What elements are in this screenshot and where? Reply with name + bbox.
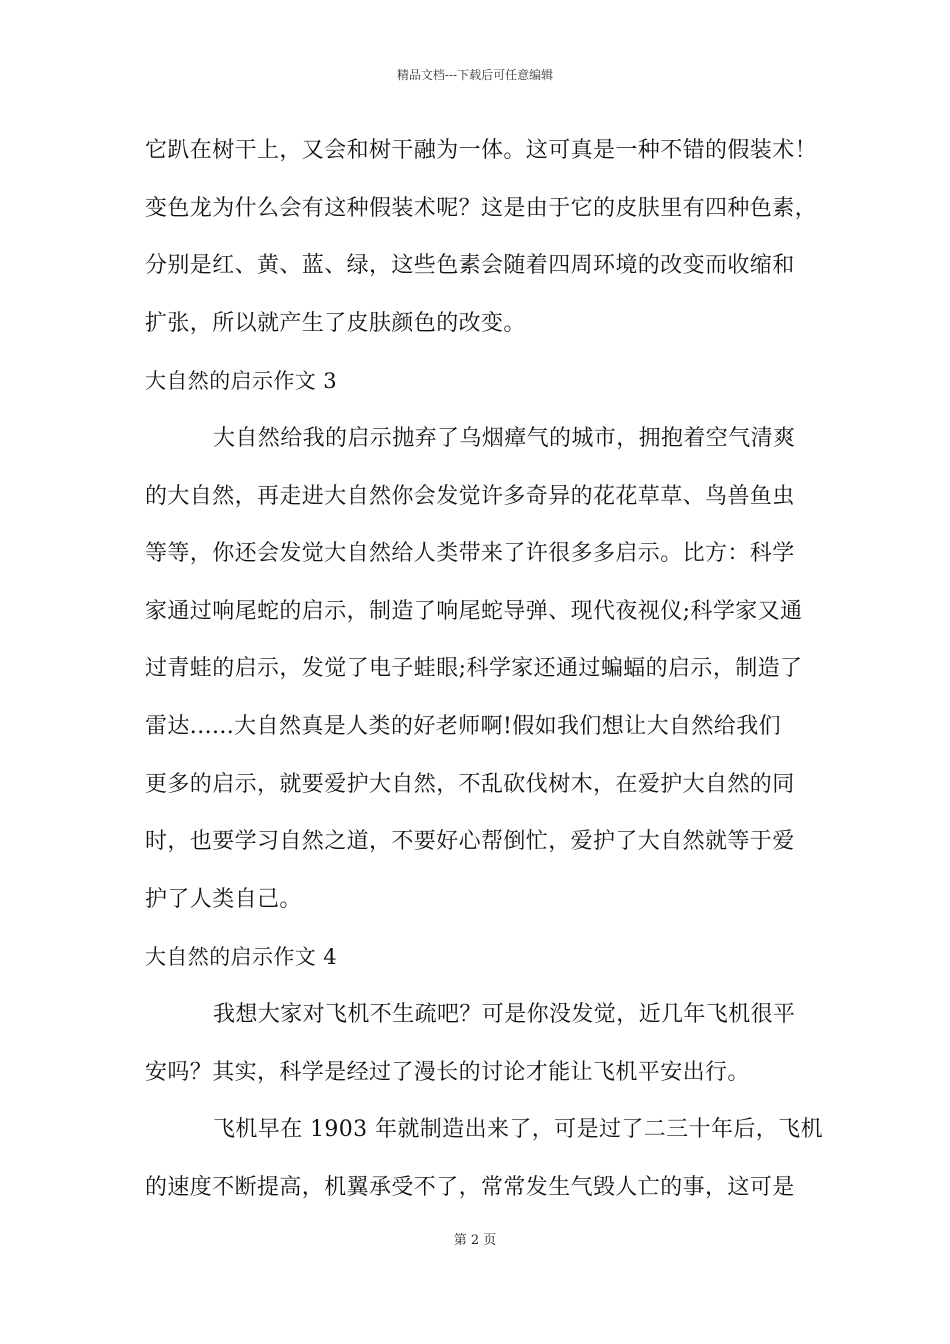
text-line: 大自然给我的启示抛弃了乌烟瘴气的城市，拥抱着空气清爽 [213,425,796,451]
text-line: 安吗？其实，科学是经过了漫长的讨论才能让飞机平安出行。 [145,1059,750,1085]
text-line: 雷达......大自然真是人类的好老师啊!假如我们想让大自然给我们 [145,713,782,739]
text-line: 我想大家对飞机不生疏吧？可是你没发觉，近几年飞机很平 [213,1001,796,1027]
page-header: 精品文档---下载后可任意编辑 [396,68,554,82]
text-line: 变色龙为什么会有这种假装术呢？这是由于它的皮肤里有四种色素， [145,195,818,221]
text-line: 等等，你还会发觉大自然给人类带来了许很多多启示。比方：科学 [145,541,795,567]
text-line: 护了人类自己。 [145,886,302,912]
document-body [145,128,823,1222]
text-line: 它趴在树干上，又会和树干融为一体。这可真是一种不错的假装术！ [145,138,818,163]
text-line: 家通过响尾蛇的启示，制造了响尾蛇导弹、现代夜视仪;科学家又通 [145,598,803,624]
text-line: 飞机早在 1903 年就制造出来了，可是过了二三十年后，飞机 [213,1117,823,1143]
text-line: 的速度不断提高，机翼承受不了，常常发生气毁人亡的事，这可是 [145,1174,795,1200]
text-line: 时，也要学习自然之道，不要好心帮倒忙，爱护了大自然就等于爱 [145,829,795,855]
section-heading: 大自然的启示作文 3 [145,369,338,394]
page-number: 第 2 页 [453,1233,497,1248]
section-heading: 大自然的启示作文 4 [145,945,338,970]
text-line: 过青蛙的启示，发觉了电子蛙眼;科学家还通过蝙蝠的启示，制造了 [145,656,803,682]
text-line: 扩张，所以就产生了皮肤颜色的改变。 [145,310,526,336]
text-line: 更多的启示，就要爱护大自然，不乱砍伐树木，在爱护大自然的同 [145,771,795,797]
text-line: 分别是红、黄、蓝、绿，这些色素会随着四周环境的改变而收缩和 [145,253,795,279]
text-line: 的大自然，再走进大自然你会发觉许多奇异的花花草草、鸟兽鱼虫 [145,483,795,509]
